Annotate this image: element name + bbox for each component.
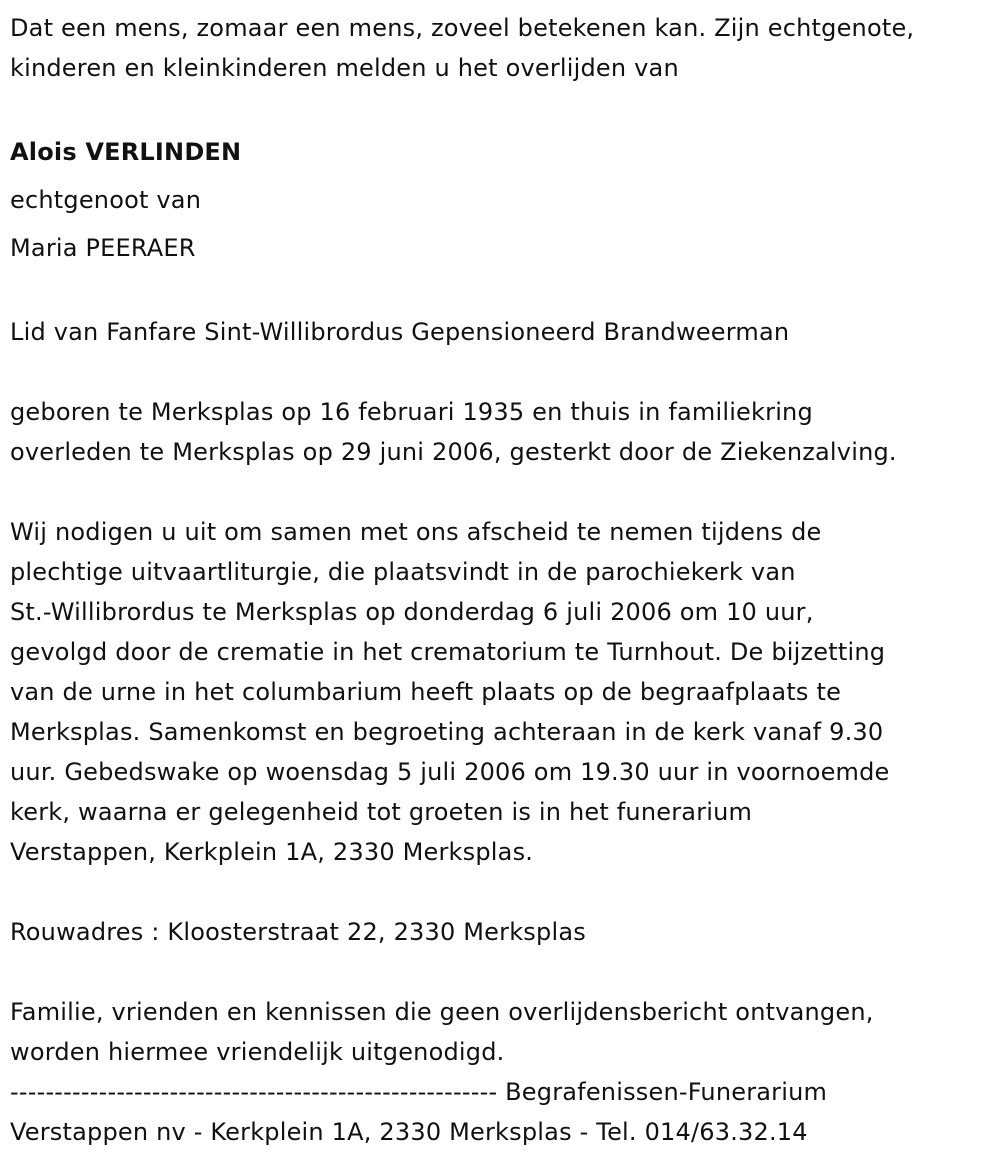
spacer [10, 88, 990, 128]
ceremony-line: Wij nodigen u uit om samen met ons afscheid te nemen tijdens de [10, 518, 822, 546]
membership-paragraph [10, 312, 990, 352]
funeral-home-footer [10, 1072, 990, 1152]
ceremony-line: Verstappen, Kerkplein 1A, 2330 Merksplas. [10, 838, 534, 866]
ceremony-paragraph [10, 512, 990, 872]
ceremony-line: plechtige uitvaartliturgie, die plaatsvindt in de parochiekerk van [10, 558, 796, 586]
invitation-paragraph [10, 992, 990, 1072]
intro-line-1: Dat een mens, zomaar een mens, zoveel betekenen kan. Zijn echtgenote, [10, 14, 915, 42]
membership-text: Lid van Fanfare Sint-Willibrordus Gepensioneerd Brandweerman [10, 318, 790, 346]
spacer [10, 352, 990, 392]
ceremony-line: gevolgd door de crematie in het crematorium te Turnhout. De bijzetting [10, 638, 886, 666]
deceased-block [10, 128, 990, 272]
deceased-name: Alois VERLINDEN [10, 138, 242, 166]
intro-line-2: kinderen en kleinkinderen melden u het overlijden van [10, 54, 679, 82]
obituary-document [10, 8, 990, 1152]
spouse-name: Maria PEERAER [10, 234, 196, 262]
ceremony-line: Merksplas. Samenkomst en begroeting achteraan in de kerk vanaf 9.30 [10, 718, 884, 746]
birth-death-paragraph [10, 392, 990, 472]
spacer [10, 952, 990, 992]
birth-line: geboren te Merksplas op 16 februari 1935 en thuis in familiekring [10, 398, 813, 426]
death-line: overleden te Merksplas op 29 juni 2006, gesterkt door de Ziekenzalving. [10, 438, 897, 466]
spacer [10, 272, 990, 312]
footer-line-2: Verstappen nv - Kerkplein 1A, 2330 Merksplas - Tel. 014/63.32.14 [10, 1118, 808, 1146]
spacer [10, 472, 990, 512]
intro-paragraph [10, 8, 990, 88]
mourning-address-paragraph [10, 912, 990, 952]
mourning-address: Rouwadres : Kloosterstraat 22, 2330 Merksplas [10, 918, 586, 946]
ceremony-line: kerk, waarna er gelegenheid tot groeten is in het funerarium [10, 798, 753, 826]
invitation-line-2: worden hiermee vriendelijk uitgenodigd. [10, 1038, 505, 1066]
ceremony-line: uur. Gebedswake op woensdag 5 juli 2006 om 19.30 uur in voornoemde [10, 758, 890, 786]
ceremony-line: St.-Willibrordus te Merksplas op donderdag 6 juli 2006 om 10 uur, [10, 598, 814, 626]
footer-line-1: ------------------------------------------------------- Begrafenissen-Funerarium [10, 1078, 828, 1106]
spacer [10, 872, 990, 912]
invitation-line-1: Familie, vrienden en kennissen die geen overlijdensbericht ontvangen, [10, 998, 874, 1026]
relation-text: echtgenoot van [10, 186, 202, 214]
ceremony-line: van de urne in het columbarium heeft plaats op de begraafplaats te [10, 678, 842, 706]
